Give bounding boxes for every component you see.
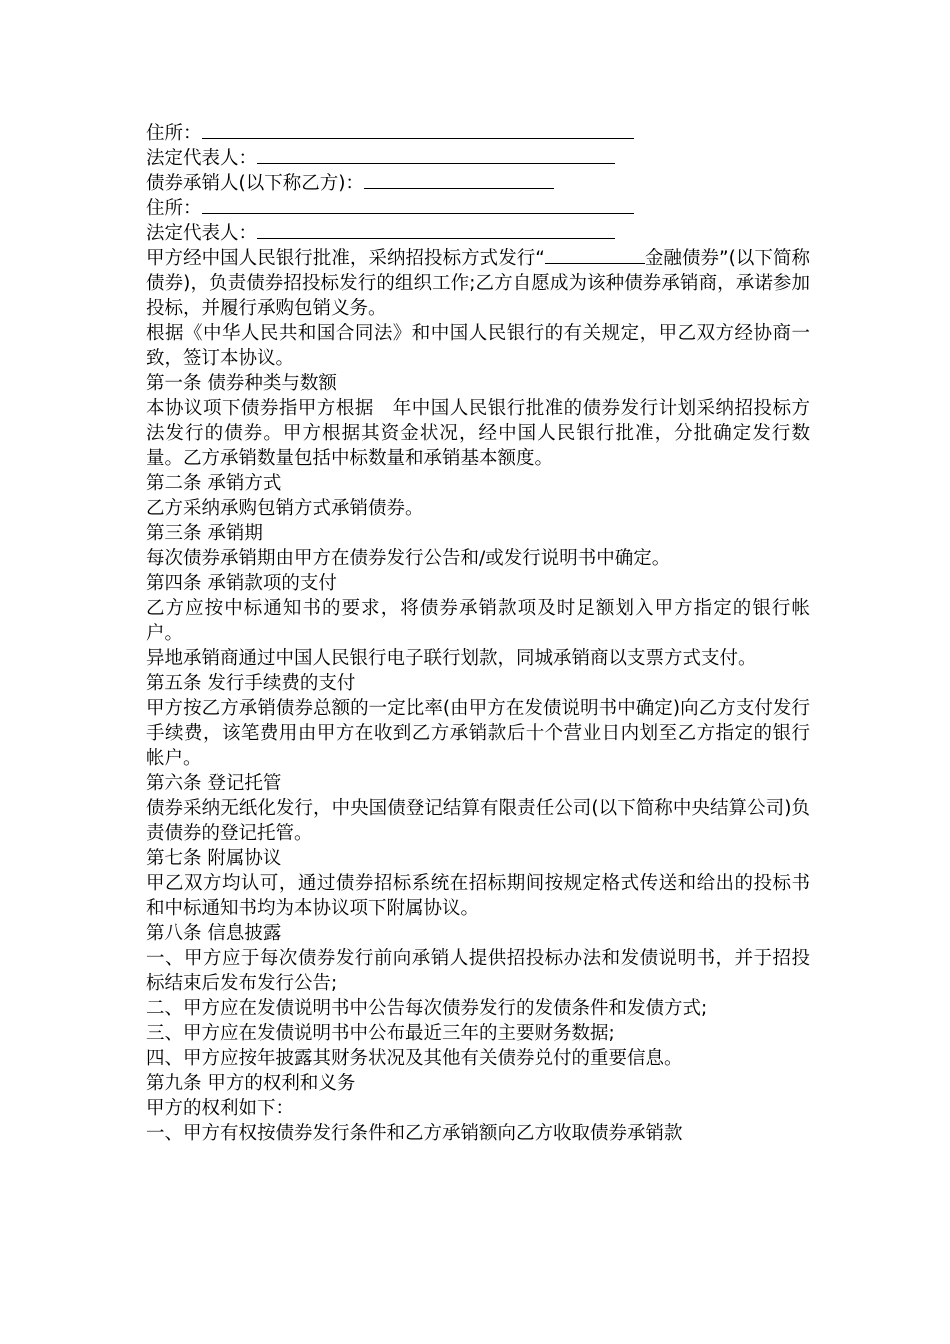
legal-rep-blank bbox=[257, 221, 615, 239]
preamble-paragraph: 根据《中华人民共和国合同法》和中国人民银行的有关规定，甲乙双方经协商一致，签订本协议。 bbox=[146, 323, 810, 369]
preamble-text: 甲方经中国人民银行批准，采纳招投标方式发行“ bbox=[146, 248, 545, 269]
legal-rep-label: 法定代表人： bbox=[146, 148, 258, 169]
underwriter-label: 债券承销人(以下称乙方)： bbox=[146, 173, 364, 194]
underwriter-line bbox=[146, 171, 810, 196]
article-paragraph: 甲乙双方均认可，通过债券招标系统在招标期间按规定格式传送和给出的投标书和中标通知书均为本协议项下附属协议。 bbox=[146, 873, 810, 919]
article-paragraph: 一、甲方有权按债券发行条件和乙方承销额向乙方收取债券承销款 bbox=[146, 1123, 683, 1144]
party-b-address-line bbox=[146, 196, 810, 221]
address-blank bbox=[202, 196, 634, 214]
article-paragraph: 每次债券承销期由甲方在债券发行公告和/或发行说明书中确定。 bbox=[146, 548, 671, 569]
preamble-paragraph bbox=[146, 246, 810, 321]
article-paragraph: 甲方按乙方承销债券总额的一定比率(由甲方在发债说明书中确定)向乙方支付发行手续费，该笔费用由甲方在收到乙方承销款后十个营业日内划至乙方指定的银行帐户。 bbox=[146, 698, 810, 769]
address-label: 住所： bbox=[146, 123, 202, 144]
article-title: 第七条 附属协议 bbox=[146, 848, 282, 869]
article-paragraph: 四、甲方应按年披露其财务状况及其他有关债券兑付的重要信息。 bbox=[146, 1048, 683, 1069]
party-a-legal-rep-line bbox=[146, 146, 810, 171]
article-title: 第六条 登记托管 bbox=[146, 773, 282, 794]
article-paragraph: 乙方应按中标通知书的要求，将债券承销款项及时足额划入甲方指定的银行帐户。 bbox=[146, 598, 810, 644]
articles-container bbox=[146, 371, 810, 1146]
article-paragraph: 乙方采纳承购包销方式承销债券。 bbox=[146, 498, 424, 519]
article-title: 第八条 信息披露 bbox=[146, 923, 282, 944]
article-title: 第一条 债券种类与数额 bbox=[146, 373, 337, 394]
article-title: 第五条 发行手续费的支付 bbox=[146, 673, 356, 694]
article-paragraph: 本协议项下债券指甲方根据 年中国人民银行批准的债券发行计划采纳招投标方法发行的债券。甲方根据其资金状况，经中国人民银行批准，分批确定发行数量。乙方承销数量包括中标数量和承销基本额度。 bbox=[146, 398, 810, 469]
article-title: 第三条 承销期 bbox=[146, 523, 263, 544]
article-paragraph: 异地承销商通过中国人民银行电子联行划款，同城承销商以支票方式支付。 bbox=[146, 648, 757, 669]
article-title: 第四条 承销款项的支付 bbox=[146, 573, 337, 594]
underwriter-blank bbox=[364, 171, 554, 189]
document-page bbox=[146, 121, 810, 1146]
preamble-text: 金融债券”(以下简称债券)，负责债券招投标发行的组织工作;乙方自愿成为该种债券承销商，承诺参加投标，并履行承购包销义务。 bbox=[146, 248, 810, 319]
article-paragraph: 三、甲方应在发债说明书中公布最近三年的主要财务数据; bbox=[146, 1023, 615, 1044]
legal-rep-label: 法定代表人： bbox=[146, 223, 258, 244]
bond-name-blank bbox=[545, 246, 645, 264]
article-paragraph: 二、甲方应在发债说明书中公告每次债券发行的发债条件和发债方式; bbox=[146, 998, 708, 1019]
address-label: 住所： bbox=[146, 198, 202, 219]
party-a-address-line bbox=[146, 121, 810, 146]
legal-rep-blank bbox=[257, 146, 615, 164]
article-paragraph: 甲方的权利如下： bbox=[146, 1098, 295, 1119]
article-title: 第二条 承销方式 bbox=[146, 473, 282, 494]
article-paragraph: 一、甲方应于每次债券发行前向承销人提供招投标办法和发债说明书，并于招投标结束后发布发行公告; bbox=[146, 948, 810, 994]
article-title: 第九条 甲方的权利和义务 bbox=[146, 1073, 356, 1094]
party-b-legal-rep-line bbox=[146, 221, 810, 246]
article-paragraph: 债券采纳无纸化发行，中央国债登记结算有限责任公司(以下简称中央结算公司)负责债券的登记托管。 bbox=[146, 798, 810, 844]
address-blank bbox=[202, 121, 634, 139]
